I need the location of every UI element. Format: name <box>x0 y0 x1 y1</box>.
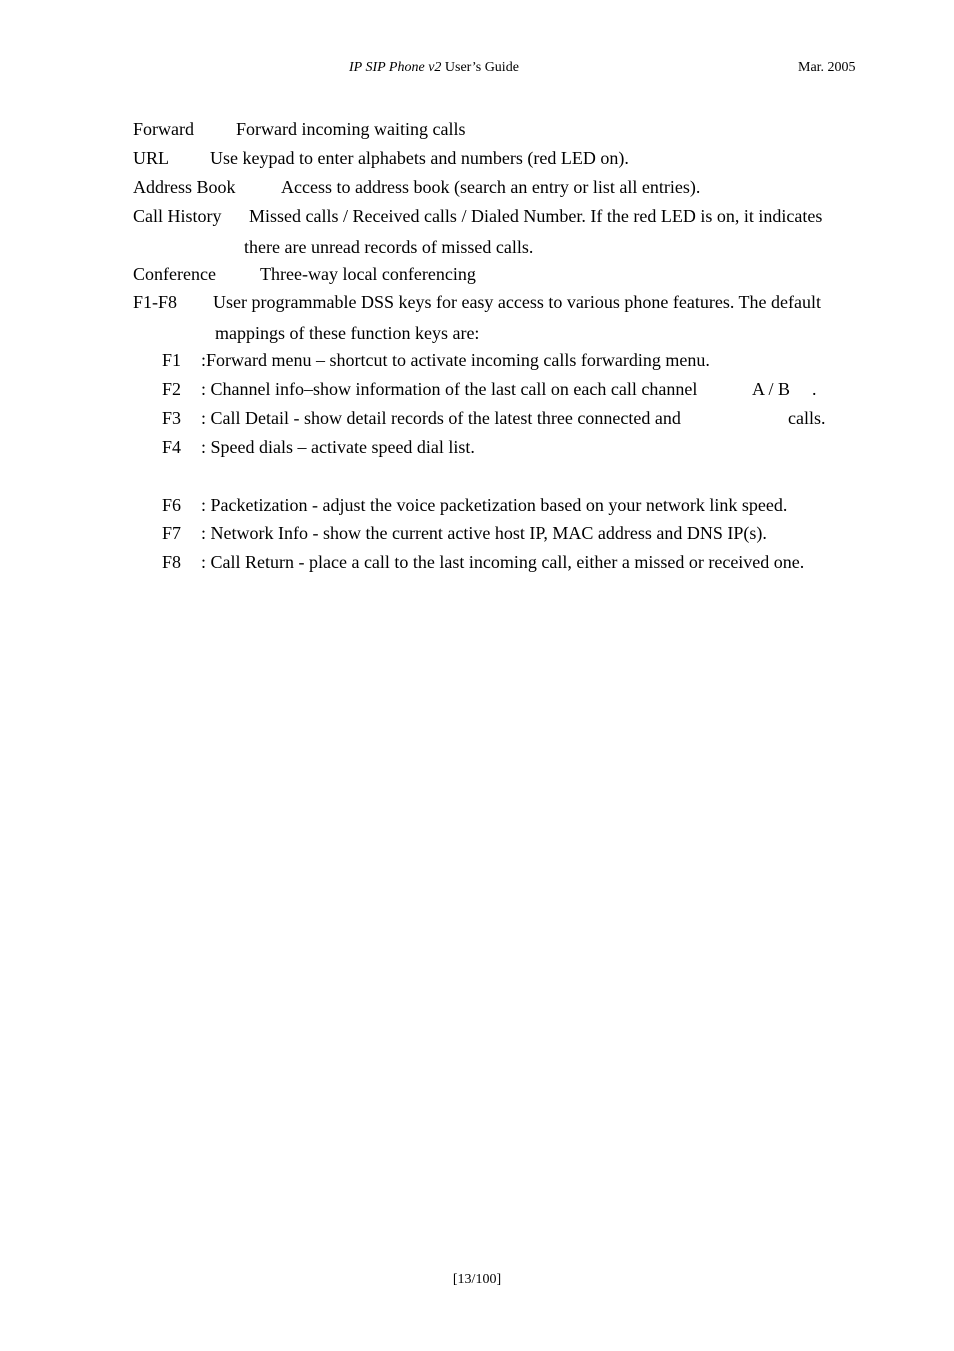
term-f1-f8: F1-F8 <box>133 292 178 312</box>
fkey-f2-end: . <box>812 379 817 399</box>
term-forward: Forward <box>133 119 194 139</box>
term-address-book: Address Book <box>133 177 236 197</box>
desc-url: Use keypad to enter alphabets and numbers (red LED on). <box>210 148 629 168</box>
fkey-f8-desc: : Call Return - place a call to the last incoming call, either a missed or received one. <box>201 552 805 572</box>
header-guide: User’s Guide <box>444 60 519 75</box>
fkey-f6: F6 <box>162 495 182 515</box>
page-number: [13/100] <box>452 1272 502 1287</box>
fkey-f1: F1 <box>162 350 182 370</box>
term-conference: Conference <box>133 264 216 284</box>
fkey-f2-desc: : Channel info–show information of the last call on each call channel <box>201 379 698 399</box>
fkey-f2: F2 <box>162 379 182 399</box>
term-url: URL <box>133 148 169 168</box>
fkey-f8: F8 <box>162 552 182 572</box>
fkey-f4-desc: : Speed dials – activate speed dial list. <box>201 437 475 457</box>
fkey-f3: F3 <box>162 408 182 428</box>
desc-f1-f8-cont: mappings of these function keys are: <box>215 323 480 343</box>
fkey-f7-desc: : Network Info - show the current active host IP, MAC address and DNS IP(s). <box>201 523 767 543</box>
fkey-f4: F4 <box>162 437 182 457</box>
header-product: IP SIP Phone v2 <box>349 60 442 75</box>
fkey-f2-channels: A / B <box>752 379 791 399</box>
fkey-f3-end: calls. <box>788 408 826 428</box>
desc-f1-f8: User programmable DSS keys for easy access to various phone features. The default <box>213 292 821 312</box>
desc-call-history-cont: there are unread records of missed calls. <box>244 237 534 257</box>
header-date: Mar. 2005 <box>798 60 856 75</box>
desc-conference: Three-way local conferencing <box>260 264 476 284</box>
desc-call-history: Missed calls / Received calls / Dialed Number. If the red LED is on, it indicates <box>249 206 823 226</box>
desc-address-book: Access to address book (search an entry or list all entries). <box>281 177 701 197</box>
desc-forward: Forward incoming waiting calls <box>236 119 466 139</box>
fkey-f1-desc: :Forward menu – shortcut to activate incoming calls forwarding menu. <box>201 350 710 370</box>
fkey-f6-desc: : Packetization - adjust the voice packetization based on your network link speed. <box>201 495 788 515</box>
term-call-history: Call History <box>133 206 222 226</box>
fkey-f7: F7 <box>162 523 182 543</box>
fkey-f3-desc: : Call Detail - show detail records of the latest three connected and <box>201 408 681 428</box>
header-title <box>349 58 519 78</box>
